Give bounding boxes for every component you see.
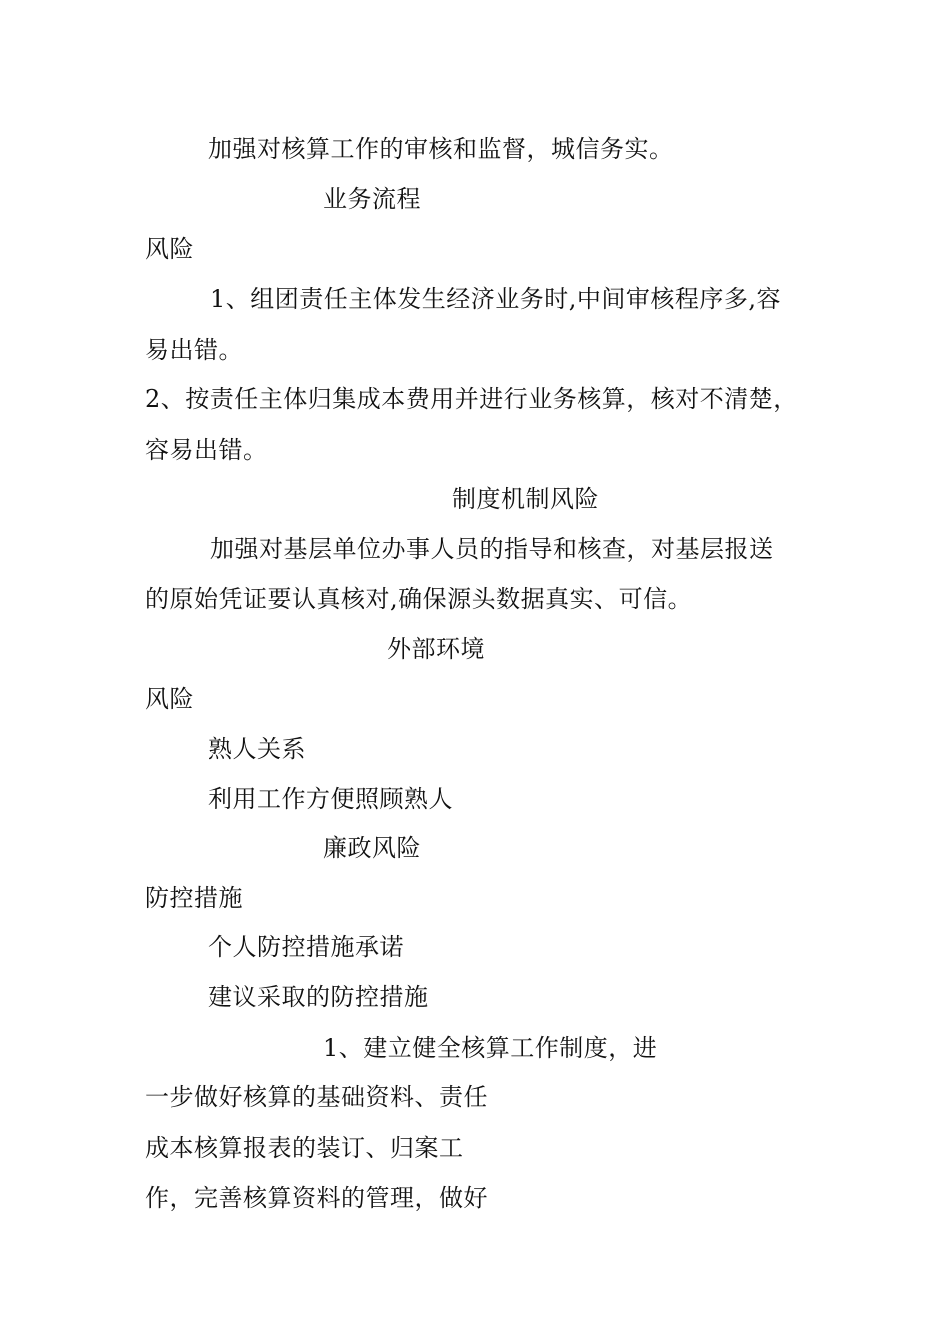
text-line: 一步做好核算的基础资料、责任 bbox=[145, 1083, 488, 1111]
text-line: 2、按责任主体归集成本费用并进行业务核算，核对不清楚， bbox=[145, 385, 798, 413]
text-line: 利用工作方便照顾熟人 bbox=[208, 785, 453, 813]
text-line: 易出错。 bbox=[145, 336, 243, 364]
text-line: 容易出错。 bbox=[145, 436, 268, 464]
text-line: 的原始凭证要认真核对,确保源头数据真实、可信。 bbox=[145, 585, 693, 613]
text-line: 加强对核算工作的审核和监督，城信务实。 bbox=[208, 135, 674, 163]
text-line: 1、建立健全核算工作制度，进 bbox=[323, 1034, 658, 1062]
text-line: 作，完善核算资料的管理，做好 bbox=[145, 1184, 488, 1212]
text-line: 加强对基层单位办事人员的指导和核查，对基层报送 bbox=[210, 535, 774, 563]
section-heading: 外部环境 bbox=[387, 635, 485, 663]
text-line: 防控措施 bbox=[145, 884, 243, 912]
text-line: 建议采取的防控措施 bbox=[208, 983, 429, 1011]
text-line: 风险 bbox=[145, 235, 194, 263]
text-line: 成本核算报表的装订、归案工 bbox=[145, 1134, 464, 1162]
text-line: 风险 bbox=[145, 685, 194, 713]
section-heading: 业务流程 bbox=[323, 185, 421, 213]
text-line: 熟人关系 bbox=[208, 735, 306, 763]
text-line: 1、组团责任主体发生经济业务时,中间审核程序多,容 bbox=[210, 285, 782, 313]
text-line: 个人防控措施承诺 bbox=[208, 933, 404, 961]
section-heading: 制度机制风险 bbox=[452, 485, 599, 513]
section-heading: 廉政风险 bbox=[323, 834, 421, 862]
